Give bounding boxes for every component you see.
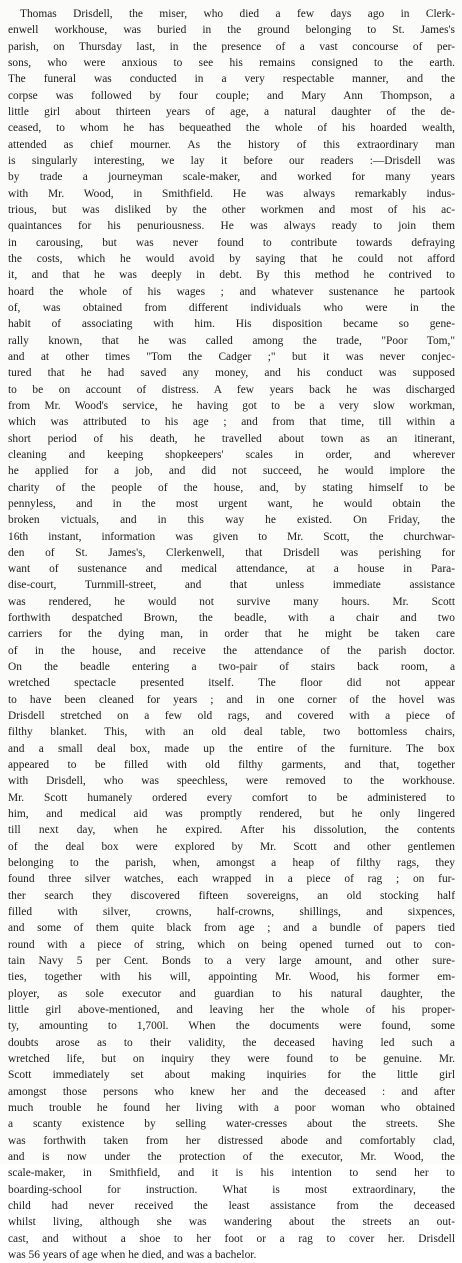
article-line: belonging to the parish, when, amongst a heap of filthy rags, they [8, 857, 455, 870]
article-line: 16th instant, information was given to Mr. Scott, the churchwar- [8, 530, 455, 543]
article-line: ceased, to whom he has bequeathed the whole of his hoarded wealth, [8, 122, 455, 135]
article-line: a scanty existence by selling water-cresses about the streets. She [8, 1118, 455, 1131]
article-line: wretched spectacle presented itself. The floor did not appear [8, 677, 455, 690]
article-line: den of St. James's, Clerkenwell, that Drisdell was perishing for [8, 546, 455, 559]
article-line: child had never received the least assistance from the deceased [8, 1199, 455, 1212]
article-line: found three silver watches, each wrapped in a piece of rag ; on fur- [8, 873, 455, 886]
article-line: is singularly interesting, we lay it before our readers :—Drisdell was [8, 154, 455, 167]
article-line: tured that he had saved any money, and his conduct was supposed [8, 367, 455, 380]
article-line: with Drisdell, who was speechless, were removed to the workhouse. [8, 775, 455, 788]
article-line: sons, who were anxious to see his remains consigned to the earth. [8, 56, 455, 69]
article-line: he applied for a job, and did not succeed, he would implore the [8, 465, 455, 478]
article-line: from Mr. Wood's service, he having got to be a very slow workman, [8, 399, 455, 412]
article-line: to have been cleaned for years ; and in one corner of the hovel was [8, 693, 455, 706]
article-line: and is now under the protection of the executor, Mr. Wood, the [8, 1150, 455, 1163]
article-line: appeared to be filled with old filthy garments, and that, together [8, 759, 455, 772]
article-line: boarding-school for instruction. What is most extraordinary, the [8, 1183, 455, 1196]
article-body [8, 6, 455, 1263]
article-line: filthy blanket. This, with an old deal table, two bottomless chairs, [8, 726, 455, 739]
article-line: ties, together with his will, appointing Mr. Wood, his former em- [8, 971, 455, 984]
article-line: short period of his death, he travelled about town as an itinerant, [8, 432, 455, 445]
article-line: quaintances for his penuriousness. He was always ready to join them [8, 220, 455, 233]
article-line: Scott immediately set about making inquiries for the little girl [8, 1069, 455, 1082]
article-line: ployer, as sole executor and guardian to his natural daughter, the [8, 987, 455, 1000]
article-line: was rendered, he would not survive many hours. Mr. Scott [8, 595, 455, 608]
article-line: filled with silver, crowns, half-crowns, shillings, and sixpences, [8, 906, 455, 919]
article-line: On the beadle entering a two-pair of stairs back room, a [8, 661, 455, 674]
article-line: pennyless, and in the most urgent want, he would obtain the [8, 497, 455, 510]
article-line: forthwith despatched Brown, the beadle, with a chair and two [8, 612, 455, 625]
article-line: the costs, which he would avoid by saying that he could not afford [8, 252, 455, 265]
article-line: corpse was followed by four couple; and Mary Ann Thompson, a [8, 89, 455, 102]
article-line: scale-maker, in Smithfield, and it is his intention to send her to [8, 1167, 455, 1180]
article-line: of in the house, and receive the attendance of the parish doctor. [8, 644, 455, 657]
article-line: much trouble he found her living with a poor woman who obtained [8, 1101, 455, 1114]
article-line: hoard the whole of his wages ; and whatever sustenance he partook [8, 285, 455, 298]
article-line: charity of the people of the house, and, by stating himself to be [8, 481, 455, 494]
article-line: cast, and without a shoe to her foot or a rag to cover her. Drisdell [8, 1232, 455, 1245]
article-line: of the deal box were explored by Mr. Scott and other gentlemen [8, 840, 455, 853]
article-line: and some of them quite black from age ; and a bundle of papers tied [8, 922, 455, 935]
article-line: Drisdell stretched on a few old rags, and covered with a piece of [8, 710, 455, 723]
article-line: whilst living, although she was wandering about the streets an out- [8, 1216, 455, 1229]
article-line: ty, amounting to 1,700l. When the documents were found, some [8, 1020, 455, 1033]
article-line: amongst those persons who knew her and the deceased : and after [8, 1085, 455, 1098]
article-line: little girl above-mentioned, and leaving her the whole of his proper- [8, 1004, 455, 1017]
article-line: broken victuals, and in this way he existed. On Friday, the [8, 514, 455, 527]
article-line: carriers for the dying man, in order that he might be taken care [8, 628, 455, 641]
article-line: trious, but was disliked by the other workmen and most of his ac- [8, 203, 455, 216]
article-line: in carousing, but was never found to contribute towards defraying [8, 236, 455, 249]
article-line: ther search they discovered fifteen sovereigns, an old stocking half [8, 889, 455, 902]
article-line: was 56 years of age when he died, and was a bachelor. [8, 1248, 257, 1261]
article-line: tain Navy 5 per Cent. Bonds to a very large amount, and other sure- [8, 955, 455, 968]
article-line: attended as chief mourner. As the history of this extraordinary man [8, 138, 455, 151]
article-line: and at other times "Tom the Cadger ;" but it was never conjec- [8, 350, 455, 363]
article-line: it, and that he was deeply in debt. By this method he contrived to [8, 269, 455, 282]
article-line: wretched life, but on inquiry they were found to be genuine. Mr. [8, 1053, 455, 1065]
article-line: Thomas Drisdell, the miser, who died a few days ago in Clerk- [20, 8, 455, 20]
article-line: Mr. Scott humanely ordered every comfort to be administered to [8, 791, 455, 804]
article-line: was forthwith taken from her distressed abode and comfortably clad, [8, 1134, 455, 1147]
article-line: parish, on Thursday last, in the presence of a vast concourse of per- [8, 40, 455, 53]
article-line: which was attributed to his age ; and from that time, till within a [8, 416, 455, 429]
article-line: rally known, that he was called among the trade, "Poor Tom," [8, 334, 455, 347]
article-line: by trade a journeyman scale-maker, and worked for many years [8, 171, 455, 184]
article-line: round with a piece of string, which on being opened turned out to con- [8, 938, 455, 951]
article-line: him, and medical aid was promptly rendered, but he only lingered [8, 808, 455, 821]
article-line: enwell workhouse, was buried in the ground belonging to St. James's [8, 24, 455, 37]
article-line: with Mr. Wood, in Smithfield. He was always remarkably indus- [8, 187, 455, 200]
article-line: doubts arose as to their validity, the deceased having led such a [8, 1036, 455, 1049]
article-line: till next day, when he expired. After his dissolution, the contents [8, 824, 455, 837]
article-line: to be on account of distress. A few years back he was discharged [8, 383, 455, 396]
article-line: and a small deal box, made up the entire of the furniture. The box [8, 742, 455, 755]
article-line: little girl about thirteen years of age, a natural daughter of the de- [8, 105, 455, 118]
article-line: The funeral was conducted in a very respectable manner, and the [8, 73, 455, 86]
article-line: dise-court, Turnmill-street, and that unless immediate assistance [8, 579, 455, 592]
article-line: of, was obtained from different individuals who were in the [8, 301, 455, 314]
article-line: cleaning and keeping shopkeepers' scales in order, and wherever [8, 448, 455, 461]
article-line: want of sustenance and medical attendance, at a house in Para- [8, 563, 455, 576]
article-line: habit of associating with him. His disposition became so gene- [8, 318, 455, 331]
